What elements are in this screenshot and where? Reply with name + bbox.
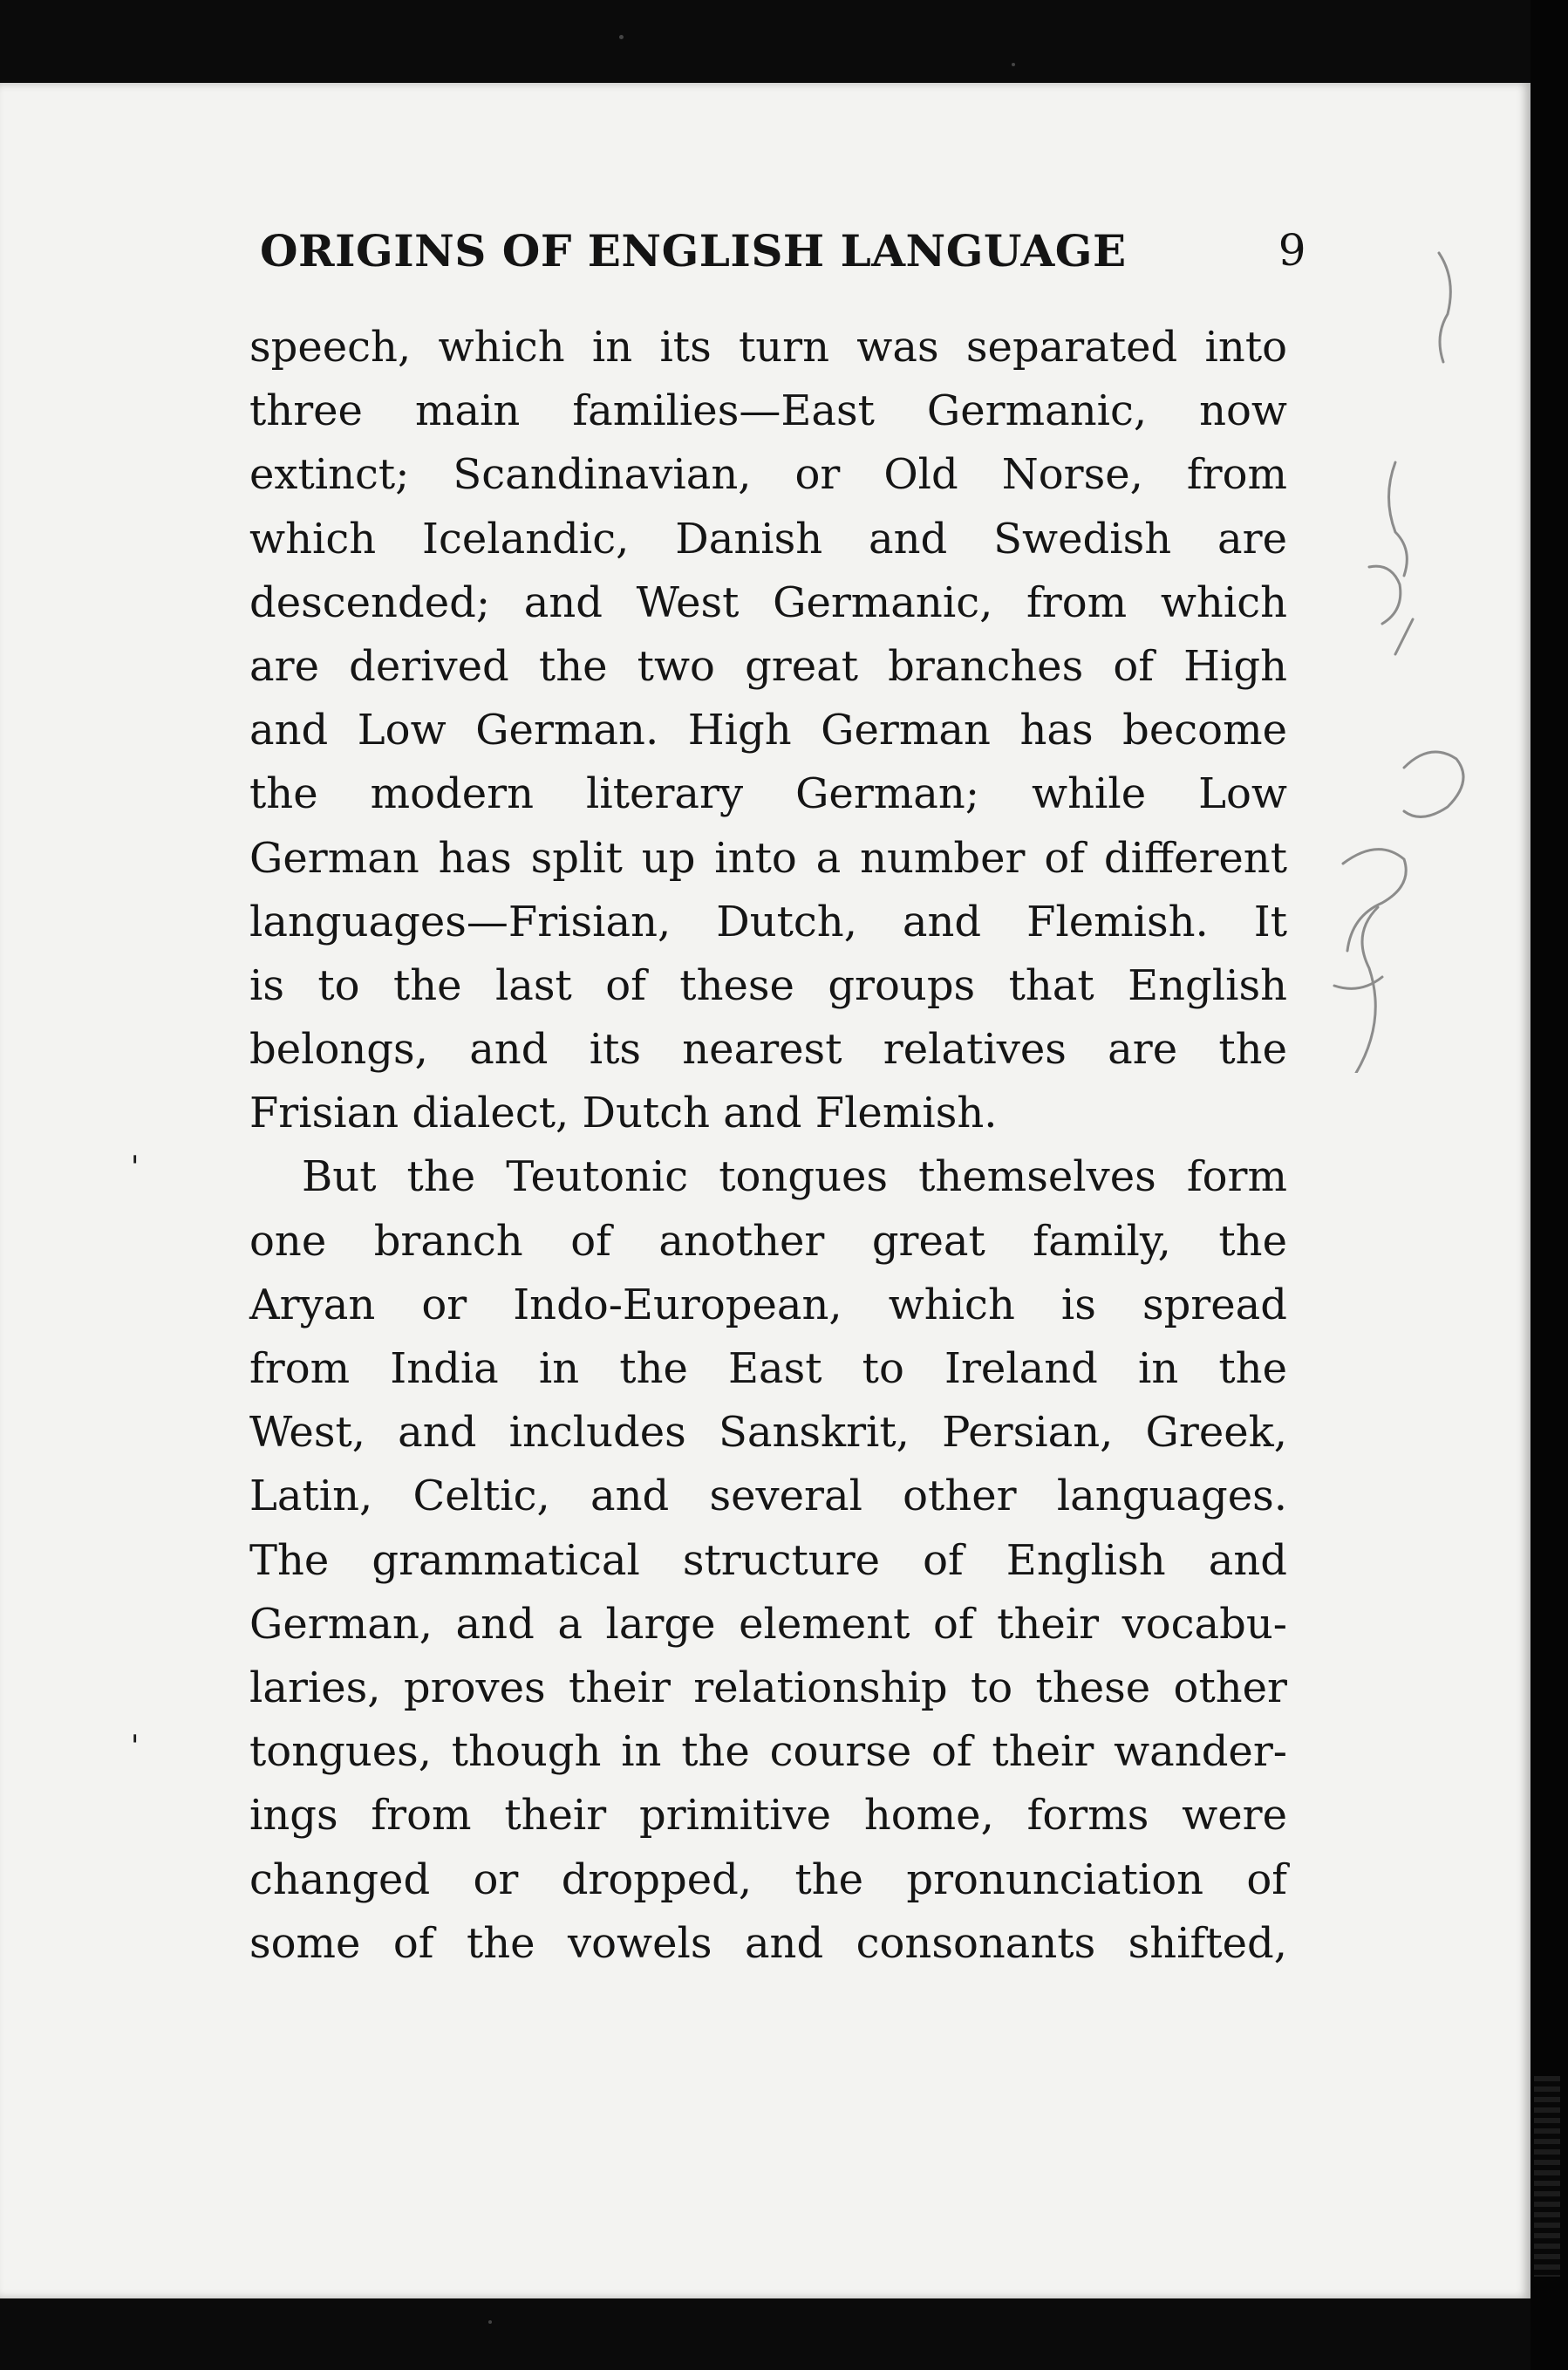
text-line: Aryan or Indo-European, which is spread — [249, 1280, 1287, 1329]
text-line: and Low German. High German has become — [249, 706, 1287, 755]
body-text — [249, 316, 1287, 1976]
text-line: from India in the East to Ireland in the — [249, 1344, 1287, 1393]
text-line: which Icelandic, Danish and Swedish are — [249, 514, 1287, 563]
text-line: German, and a large element of their vocabu- — [249, 1599, 1287, 1649]
paragraph — [249, 316, 1287, 1145]
scan-speck — [619, 35, 624, 39]
scan-speck — [488, 2320, 492, 2324]
text-line: But the Teutonic tongues themselves form — [302, 1152, 1287, 1202]
text-line: some of the vowels and consonants shifted, — [249, 1918, 1287, 1968]
text-line: languages—Frisian, Dutch, and Flemish. It — [249, 897, 1287, 946]
text-line: belongs, and its nearest relatives are the — [249, 1025, 1287, 1075]
text-line: are derived the two great branches of High — [249, 641, 1287, 691]
text-line: German has split up into a number of different — [249, 833, 1287, 883]
text-line: is to the last of these groups that English — [249, 960, 1287, 1010]
text-line: descended; and West Germanic, from which — [249, 577, 1287, 627]
running-head: ORIGINS OF ENGLISH LANGUAGE — [260, 224, 1127, 277]
scan-right-edge — [1531, 0, 1568, 2370]
margin-tick-mark: ' — [131, 1729, 140, 1764]
scan-speck — [1012, 63, 1015, 66]
text-line: changed or dropped, the pronunciation of — [249, 1854, 1287, 1904]
text-line: one branch of another great family, the — [249, 1216, 1287, 1266]
text-line: Latin, Celtic, and several other languages. — [249, 1472, 1287, 1521]
text-line: laries, proves their relationship to these other — [249, 1663, 1287, 1712]
page-number: 9 — [1278, 225, 1306, 276]
text-line: the modern literary German; while Low — [249, 769, 1287, 819]
text-line: three main families—East Germanic, now — [249, 386, 1287, 436]
text-line: ings from their primitive home, forms were — [249, 1791, 1287, 1841]
text-line: The grammatical structure of English and — [249, 1535, 1287, 1585]
paragraph — [249, 1145, 1287, 1975]
text-line: West, and includes Sanskrit, Persian, Greek, — [249, 1408, 1287, 1458]
text-line: tongues, though in the course of their wander- — [249, 1727, 1287, 1777]
text-line: speech, which in its turn was separated into — [249, 323, 1287, 372]
text-line: extinct; Scandinavian, or Old Norse, from — [249, 450, 1287, 500]
page-header — [260, 220, 1306, 281]
margin-tick-mark: ' — [131, 1150, 140, 1185]
text-line: Frisian dialect, Dutch and Flemish. — [249, 1089, 998, 1138]
